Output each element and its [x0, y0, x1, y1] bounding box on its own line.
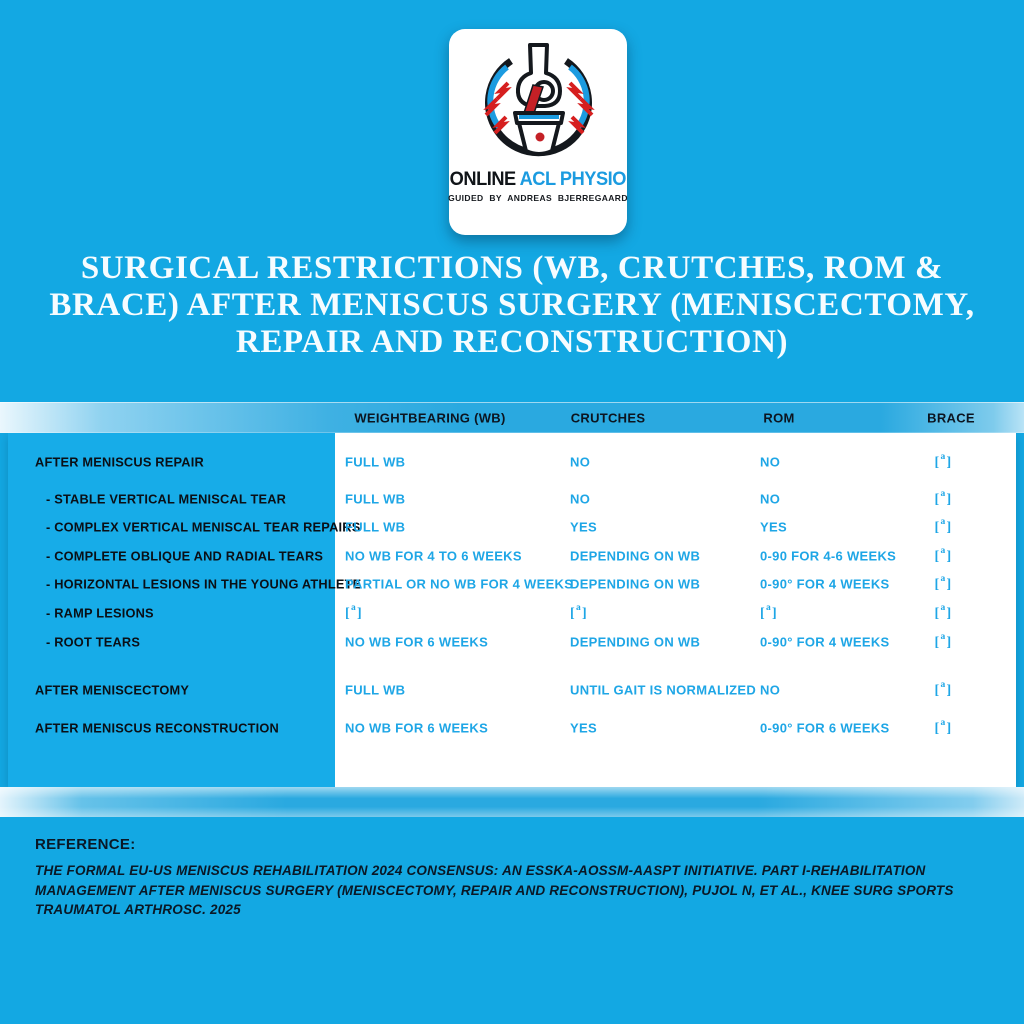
table-row	[8, 516, 1016, 538]
table-cell-crutches: DEPENDING ON WB	[570, 634, 701, 650]
table-cell-crutches: NO	[570, 454, 591, 470]
table-header-band	[0, 402, 1024, 433]
row-label: - COMPLEX VERTICAL MENISCAL TEAR REPAIRS	[46, 519, 361, 535]
table-cell-wb: FULL WB	[345, 519, 406, 535]
table-row	[8, 545, 1016, 567]
row-label: AFTER MENISCUS RECONSTRUCTION	[35, 720, 279, 736]
table-row	[8, 679, 1016, 701]
column-header-rom: ROM	[763, 410, 795, 425]
table-row	[8, 602, 1016, 624]
footnote-marker: [$^a$]	[345, 603, 362, 621]
table-cell-brace	[935, 453, 952, 471]
logo-tagline: GUIDED BY ANDREAS BJERREGAARD	[448, 193, 628, 203]
logo-wordmark	[450, 169, 626, 191]
table-cell-rom: YES	[760, 519, 787, 535]
table-cell-crutches	[570, 604, 587, 622]
table-cell-rom	[760, 604, 777, 622]
footnote-marker: [$^a$]	[934, 452, 952, 470]
table-cell-wb: NO WB FOR 6 WEEKS	[345, 720, 489, 736]
table-cell-brace	[935, 518, 952, 536]
page-title-line: SURGICAL RESTRICTIONS (WB, CRUTCHES, ROM &	[80, 250, 944, 286]
column-header-brace: BRACE	[927, 410, 975, 425]
page-title-line: BRACE) AFTER MENISCUS SURGERY (MENISCECTOMY,	[49, 287, 975, 323]
footnote-marker: [$^a$]	[934, 546, 952, 564]
table-cell-rom: 0-90° FOR 4 WEEKS	[760, 576, 890, 592]
footnote-marker: [$^a$]	[760, 603, 777, 621]
table-cell-rom: 0-90° FOR 6 WEEKS	[760, 720, 890, 736]
reference-heading: REFERENCE:	[35, 836, 136, 853]
row-label: AFTER MENISCUS REPAIR	[35, 454, 204, 470]
table-cell-wb: FULL WB	[345, 682, 406, 698]
table-cell-brace	[935, 633, 952, 651]
row-label: - RAMP LESIONS	[46, 605, 154, 621]
table-row	[8, 573, 1016, 595]
table-cell-rom: 0-90° FOR 4 WEEKS	[760, 634, 890, 650]
logo-name-black: ONLINE	[449, 169, 516, 190]
row-label: AFTER MENISCECTOMY	[35, 682, 190, 698]
reference-text: THE FORMAL EU-US MENISCUS REHABILITATION 2024 CONSENSUS: AN ESSKA-AOSSM-AASPT INITIATIVE. PART I-REHABILITATION MANAGEMENT AFTER MENISCUS SURGERY (MENISCECTOMY, REPAIR AND RECONSTRUCTION), PUJOL N, ET AL., KNEE SURG SPORTS TRAUMATOL ARTHROSC. 2025	[35, 863, 954, 917]
table-cell-brace	[935, 604, 952, 622]
table-cell-wb: FULL WB	[345, 491, 406, 507]
footnote-marker: [$^a$]	[934, 632, 952, 650]
table-cell-crutches: NO	[570, 491, 591, 507]
column-header-crutches: CRUTCHES	[570, 410, 646, 425]
table-row	[8, 717, 1016, 739]
knee-joint-logo-icon	[463, 39, 613, 167]
table-row	[8, 451, 1016, 473]
table-cell-wb	[345, 604, 362, 622]
table-cell-wb: NO WB FOR 4 TO 6 WEEKS	[345, 548, 522, 564]
table-cell-brace	[935, 490, 952, 508]
table-bottom-band	[0, 787, 1024, 817]
table-cell-wb: NO WB FOR 6 WEEKS	[345, 634, 489, 650]
table-cell-crutches: DEPENDING ON WB	[570, 576, 701, 592]
table-cell-rom: NO	[760, 682, 781, 698]
row-label: - ROOT TEARS	[46, 634, 141, 650]
logo-card	[449, 29, 627, 235]
row-label: - STABLE VERTICAL MENISCAL TEAR	[46, 491, 287, 507]
table-cell-crutches: DEPENDING ON WB	[570, 548, 701, 564]
footnote-marker: [$^a$]	[934, 603, 952, 621]
footnote-marker: [$^a$]	[934, 489, 952, 507]
page-title-line: REPAIR AND RECONSTRUCTION)	[235, 324, 789, 360]
table-cell-wb: FULL WB	[345, 454, 406, 470]
table-cell-wb: PARTIAL OR NO WB FOR 4 WEEKS	[345, 576, 574, 592]
footnote-marker: [$^a$]	[570, 603, 587, 621]
table-cell-rom: NO	[760, 454, 781, 470]
table-cell-crutches: YES	[570, 720, 597, 736]
table-row	[8, 631, 1016, 653]
row-label: - HORIZONTAL LESIONS IN THE YOUNG ATHLETE	[46, 576, 362, 592]
table-cell-brace	[935, 547, 952, 565]
column-header-weightbearing: WEIGHTBEARING (WB)	[354, 410, 506, 425]
table-cell-crutches: UNTIL GAIT IS NORMALIZED	[570, 682, 757, 698]
table-cell-brace	[935, 681, 952, 699]
footnote-marker: [$^a$]	[934, 680, 952, 698]
row-label: - COMPLETE OBLIQUE AND RADIAL TEARS	[46, 548, 324, 564]
table-cell-crutches: YES	[570, 519, 597, 535]
logo-name-blue: ACL PHYSIO	[519, 169, 627, 190]
table-row	[8, 488, 1016, 510]
table-cell-brace	[935, 575, 952, 593]
table-cell-rom: 0-90 FOR 4-6 WEEKS	[760, 548, 897, 564]
footnote-marker: [$^a$]	[934, 517, 952, 535]
footnote-marker: [$^a$]	[934, 718, 952, 736]
footnote-marker: [$^a$]	[934, 574, 952, 592]
restrictions-table	[8, 433, 1016, 787]
table-cell-rom: NO	[760, 491, 781, 507]
page-title	[0, 250, 1024, 361]
table-cell-brace	[935, 719, 952, 737]
